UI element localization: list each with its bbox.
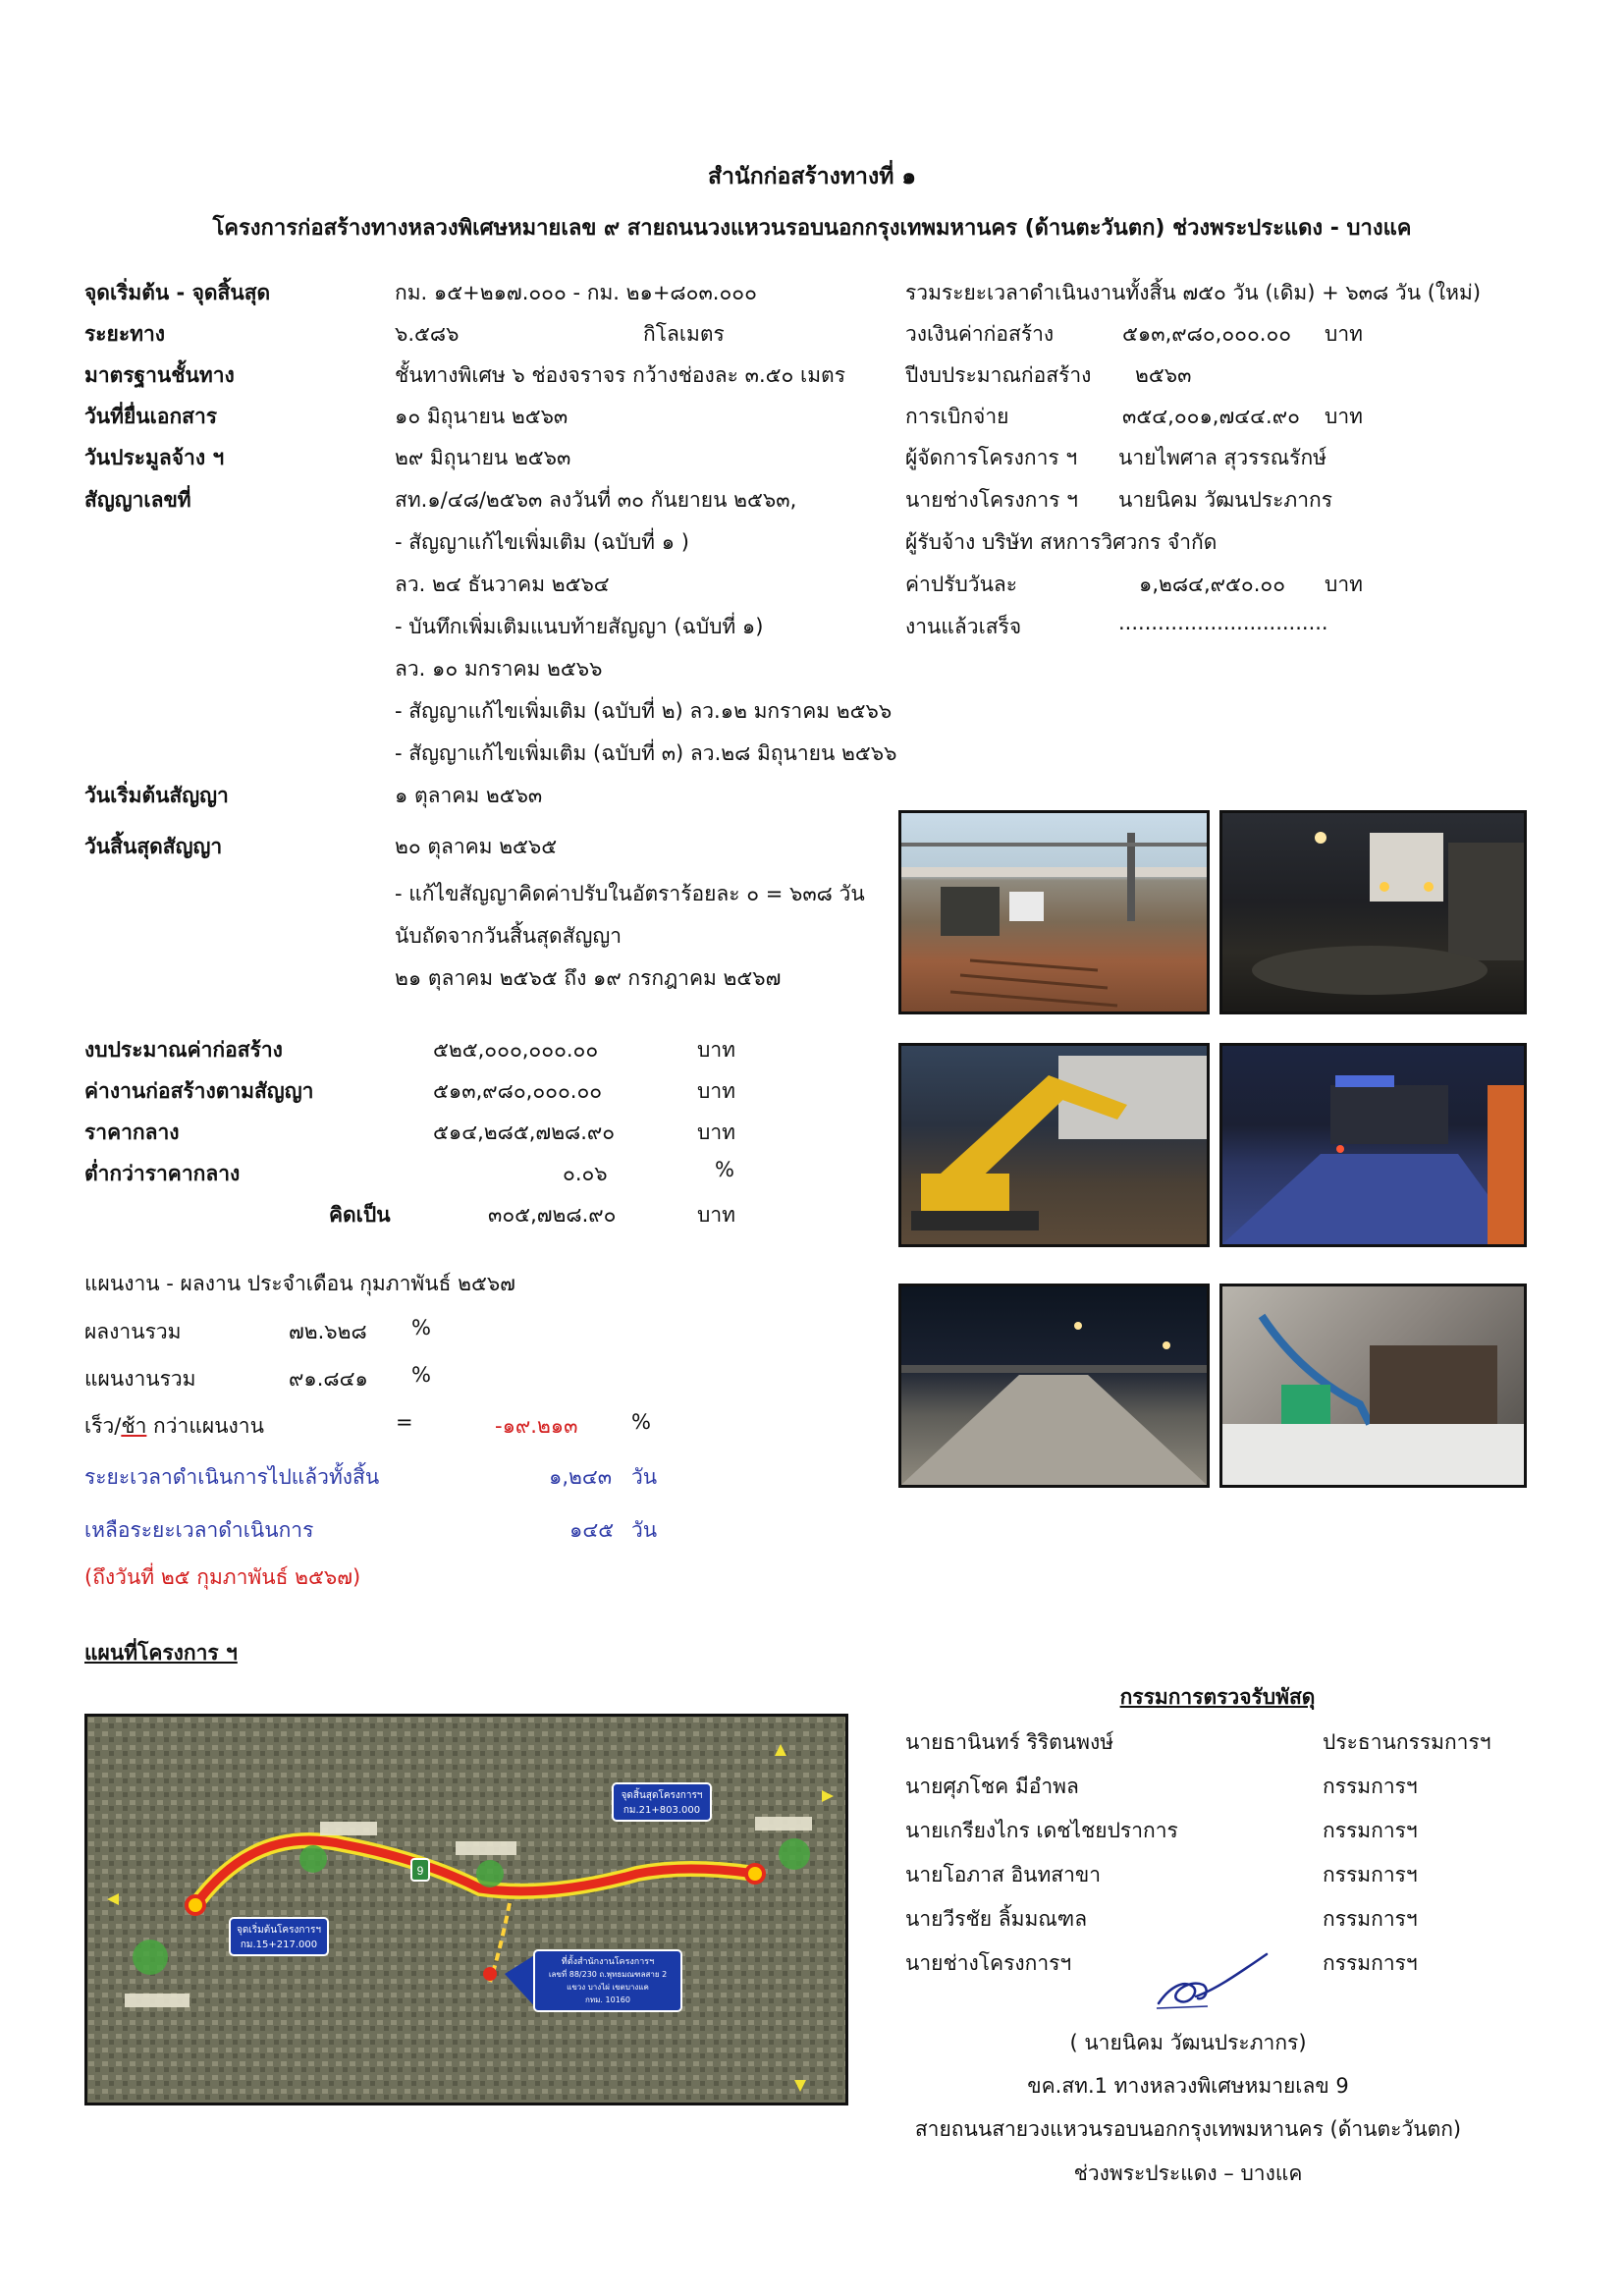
label-fiscal-year: ปีงบประมาณก่อสร้าง (905, 363, 1092, 387)
unit-remaining: วัน (631, 1518, 658, 1542)
label-road-standard: มาตรฐานชั้นทาง (84, 363, 235, 387)
value-auction-date: ๒๙ มิถุนายน ๒๕๖๓ (395, 446, 571, 469)
site-photo-6 (1219, 1284, 1527, 1488)
label-contract-value: ค่างานก่อสร้างตามสัญญา (84, 1079, 314, 1103)
label-auction-date: วันประมูลจ้าง ฯ (84, 446, 225, 469)
label-total-duration: รวมระยะเวลาดำเนินงานทั้งสิ้น ๗๕๐ วัน (เดิม) + ๖๓๘ วัน (ใหม่) (905, 281, 1482, 304)
committee-member-name: นายศุภโชค มีอำพล (905, 1775, 1079, 1798)
label-remaining: เหลือระยะเวลาดำเนินการ (84, 1518, 314, 1542)
map-office-line: เลขที่ 88/230 ถ.พุทธมณฑลสาย 2 (548, 1970, 668, 1979)
label-diff-slow: ช้า (121, 1414, 147, 1438)
value-diff: -๑๙.๒๑๓ (495, 1414, 578, 1438)
contract-line: - สัญญาแก้ไขเพิ่มเติม (ฉบับที่ ๓) ลว.๒๘ มิถุนายน ๒๕๖๖ (395, 741, 897, 765)
contract-end-note: นับถัดจากวันสิ้นสุดสัญญา (395, 924, 623, 948)
label-equivalent: คิดเป็น (329, 1203, 391, 1227)
unit-distance: กิโลเมตร (643, 322, 725, 346)
unit-actual: % (411, 1316, 431, 1339)
site-photo-2 (1219, 810, 1527, 1014)
committee-member-role: กรรมการฯ (1323, 1907, 1418, 1931)
office-title: สำนักก่อสร้างทางที่ ๑ (708, 164, 916, 190)
committee-member-name: นายธานินทร์ ริริตนพงษ์ (905, 1730, 1114, 1754)
map-route-sign: 9 (416, 1864, 424, 1878)
unit-contract-amount: บาท (1325, 322, 1363, 346)
value-actual: ๗๒.๖๒๘ (289, 1320, 367, 1343)
value-submit-date: ๑๐ มิถุนายน ๒๕๖๓ (395, 405, 568, 428)
map-heading: แผนที่โครงการ ฯ (84, 1641, 238, 1665)
label-below-median: ต่ำกว่าราคากลาง (84, 1162, 241, 1185)
unit-median-price: บาท (697, 1121, 735, 1144)
map-graphic (87, 1717, 845, 2103)
label-completion: งานแล้วเสร็จ (905, 615, 1022, 638)
committee-member-role: กรรมการฯ (1323, 1775, 1418, 1798)
value-road-standard: ชั้นทางพิเศษ ๖ ช่องจราจร กว้างช่องละ ๓.๕๐ เมตร (395, 363, 845, 387)
map-office-line: ที่ตั้งสำนักงานโครงการฯ (561, 1957, 655, 1967)
label-contractor: ผู้รับจ้าง บริษัท สหการวิศวกร จำกัด (905, 530, 1218, 554)
value-remaining: ๑๔๕ (569, 1518, 615, 1542)
value-fiscal-year: ๒๕๖๓ (1135, 363, 1192, 387)
value-project-engineer: นายนิคม วัฒนประภากร (1118, 488, 1333, 512)
label-median-price: ราคากลาง (84, 1121, 180, 1144)
signer-position-2: สายถนนสายวงแหวนรอบนอกกรุงเทพมหานคร (ด้านตะวันตก) (914, 2117, 1462, 2141)
contract-line: - สัญญาแก้ไขเพิ่มเติม (ฉบับที่ ๒) ลว.๑๒ มกราคม ๒๕๖๖ (395, 699, 893, 723)
progress-heading: แผนงาน - ผลงาน ประจำเดือน กุมภาพันธ์ ๒๕๖๗ (84, 1272, 515, 1295)
label-project-engineer: นายช่างโครงการ ฯ (905, 488, 1078, 512)
label-contract-start: วันเริ่มต้นสัญญา (84, 784, 229, 807)
committee-member-name: นายเกรียงไกร เดชไชยปราการ (905, 1819, 1178, 1842)
label-contract-end: วันสิ้นสุดสัญญา (84, 835, 223, 858)
contract-line: - สัญญาแก้ไขเพิ่มเติม (ฉบับที่ ๑ ) (395, 530, 689, 554)
committee-member-role: กรรมการฯ (1323, 1863, 1418, 1886)
committee-heading: กรรมการตรวจรับพัสดุ (1119, 1685, 1316, 1709)
label-disbursement: การเบิกจ่าย (905, 405, 1009, 428)
map-end-km: กม.21+803.000 (623, 1805, 701, 1816)
project-title: โครงการก่อสร้างทางหลวงพิเศษหมายเลข ๙ สายถนนวงแหวนรอบนอกกรุงเทพมหานคร (ด้านตะวันตก) ช่วงพระประแดง - บางแค (212, 216, 1412, 241)
map-office-line: แขวง บางไผ่ เขตบางแค (567, 1983, 649, 1992)
label-diff (84, 1410, 264, 1443)
value-distance: ๖.๕๘๖ (395, 322, 460, 346)
value-disbursement: ๓๕๔,๐๐๑,๗๔๔.๙๐ (1122, 405, 1300, 428)
label-daily-fine: ค่าปรับวันละ (905, 573, 1018, 596)
value-contract-amount: ๕๑๓,๙๘๐,๐๐๐.๐๐ (1122, 322, 1292, 346)
unit-budget: บาท (697, 1038, 735, 1062)
unit-disbursement: บาท (1325, 405, 1363, 428)
value-equivalent: ๓๐๕,๗๒๘.๙๐ (488, 1203, 617, 1227)
label-diff-fast: เร็ว/ (84, 1414, 122, 1438)
map-start-label: จุดเริ่มต้นโครงการฯ (236, 1925, 322, 1936)
site-photo-4 (1219, 1043, 1527, 1247)
site-photo-3 (898, 1043, 1210, 1247)
unit-diff: % (631, 1410, 651, 1434)
value-contract-start: ๑ ตุลาคม ๒๕๖๓ (395, 784, 543, 807)
value-contract-no: สท.๑/๔๘/๒๕๖๓ ลงวันที่ ๓๐ กันยายน ๒๕๖๓, (395, 488, 797, 512)
value-contract-value: ๕๑๓,๙๘๐,๐๐๐.๐๐ (433, 1079, 603, 1103)
unit-equivalent: บาท (697, 1203, 735, 1227)
label-project-manager: ผู้จัดการโครงการ ฯ (905, 446, 1078, 469)
project-map (84, 1714, 848, 2105)
label-contract-amount: วงเงินค่าก่อสร้าง (905, 322, 1055, 346)
committee-member-name: นายโอภาส อินทสาขา (905, 1863, 1102, 1886)
committee-member-role: กรรมการฯ (1323, 1951, 1418, 1975)
value-plan: ๙๑.๘๔๑ (289, 1367, 368, 1391)
contract-line: ลว. ๑๐ มกราคม ๒๕๖๖ (395, 657, 603, 681)
unit-below-median: % (715, 1158, 734, 1181)
label-plan: แผนงานรวม (84, 1367, 196, 1391)
value-completion: ................................ (1118, 611, 1328, 634)
value-below-median: ๐.๐๖ (563, 1162, 608, 1185)
value-start-end: กม. ๑๕+๒๑๗.๐๐๐ - กม. ๒๑+๘๐๓.๐๐๐ (395, 281, 757, 304)
as-of-date: (ถึงวันที่ ๒๕ กุมภาพันธ์ ๒๕๖๗) (84, 1565, 361, 1589)
label-contract-no: สัญญาเลขที่ (84, 488, 191, 512)
value-project-manager: นายไพศาล สุวรรณรักษ์ (1118, 446, 1327, 469)
site-photo-1 (898, 810, 1210, 1014)
label-elapsed: ระยะเวลาดำเนินการไปแล้วทั้งสิ้น (84, 1465, 380, 1489)
signer-position-3: ช่วงพระประแดง – บางแค (1073, 2161, 1303, 2185)
unit-elapsed: วัน (631, 1465, 658, 1489)
value-contract-end: ๒๐ ตุลาคม ๒๕๖๕ (395, 835, 558, 858)
committee-member-role: ประธานกรรมการฯ (1323, 1730, 1491, 1754)
signature (1149, 1949, 1276, 2018)
map-office-line: กทม. 10160 (585, 1995, 630, 2004)
unit-daily-fine: บาท (1325, 573, 1363, 596)
unit-contract-value: บาท (697, 1079, 735, 1103)
value-median-price: ๕๑๔,๒๘๕,๗๒๘.๙๐ (433, 1121, 616, 1144)
value-elapsed: ๑,๒๔๓ (549, 1465, 613, 1489)
label-start-end: จุดเริ่มต้น - จุดสิ้นสุด (84, 281, 271, 304)
label-diff-plan: กว่าแผนงาน (146, 1414, 264, 1438)
committee-member-name: นายช่างโครงการฯ (905, 1951, 1072, 1975)
diff-equals: = (396, 1410, 413, 1434)
label-distance: ระยะทาง (84, 322, 166, 346)
committee-member-role: กรรมการฯ (1323, 1819, 1418, 1842)
site-photo-5 (898, 1284, 1210, 1488)
unit-plan: % (411, 1363, 431, 1387)
signer-position-1: ขค.สท.1 ทางหลวงพิเศษหมายเลข 9 (1027, 2074, 1349, 2098)
contract-end-note: - แก้ไขสัญญาคิดค่าปรับในอัตราร้อยละ ๐ = ๖๓๘ วัน (395, 882, 865, 905)
value-budget: ๕๒๕,๐๐๐,๐๐๐.๐๐ (433, 1038, 599, 1062)
committee-member-name: นายวีรชัย ลิ้มมณฑล (905, 1907, 1088, 1931)
contract-line: - บันทึกเพิ่มเติมแนบท้ายสัญญา (ฉบับที่ ๑) (395, 615, 764, 638)
label-submit-date: วันที่ยื่นเอกสาร (84, 405, 218, 428)
map-start-km: กม.15+217.000 (240, 1940, 318, 1950)
value-daily-fine: ๑,๒๘๔,๙๕๐.๐๐ (1139, 573, 1286, 596)
signer-name: ( นายนิคม วัฒนประภากร) (1069, 2031, 1307, 2054)
contract-end-note: ๒๑ ตุลาคม ๒๕๖๕ ถึง ๑๙ กรกฎาคม ๒๕๖๗ (395, 966, 782, 990)
label-actual: ผลงานรวม (84, 1320, 182, 1343)
contract-line: ลว. ๒๔ ธันวาคม ๒๕๖๔ (395, 573, 610, 596)
label-budget: งบประมาณค่าก่อสร้าง (84, 1038, 283, 1062)
map-end-label: จุดสิ้นสุดโครงการฯ (621, 1790, 703, 1801)
